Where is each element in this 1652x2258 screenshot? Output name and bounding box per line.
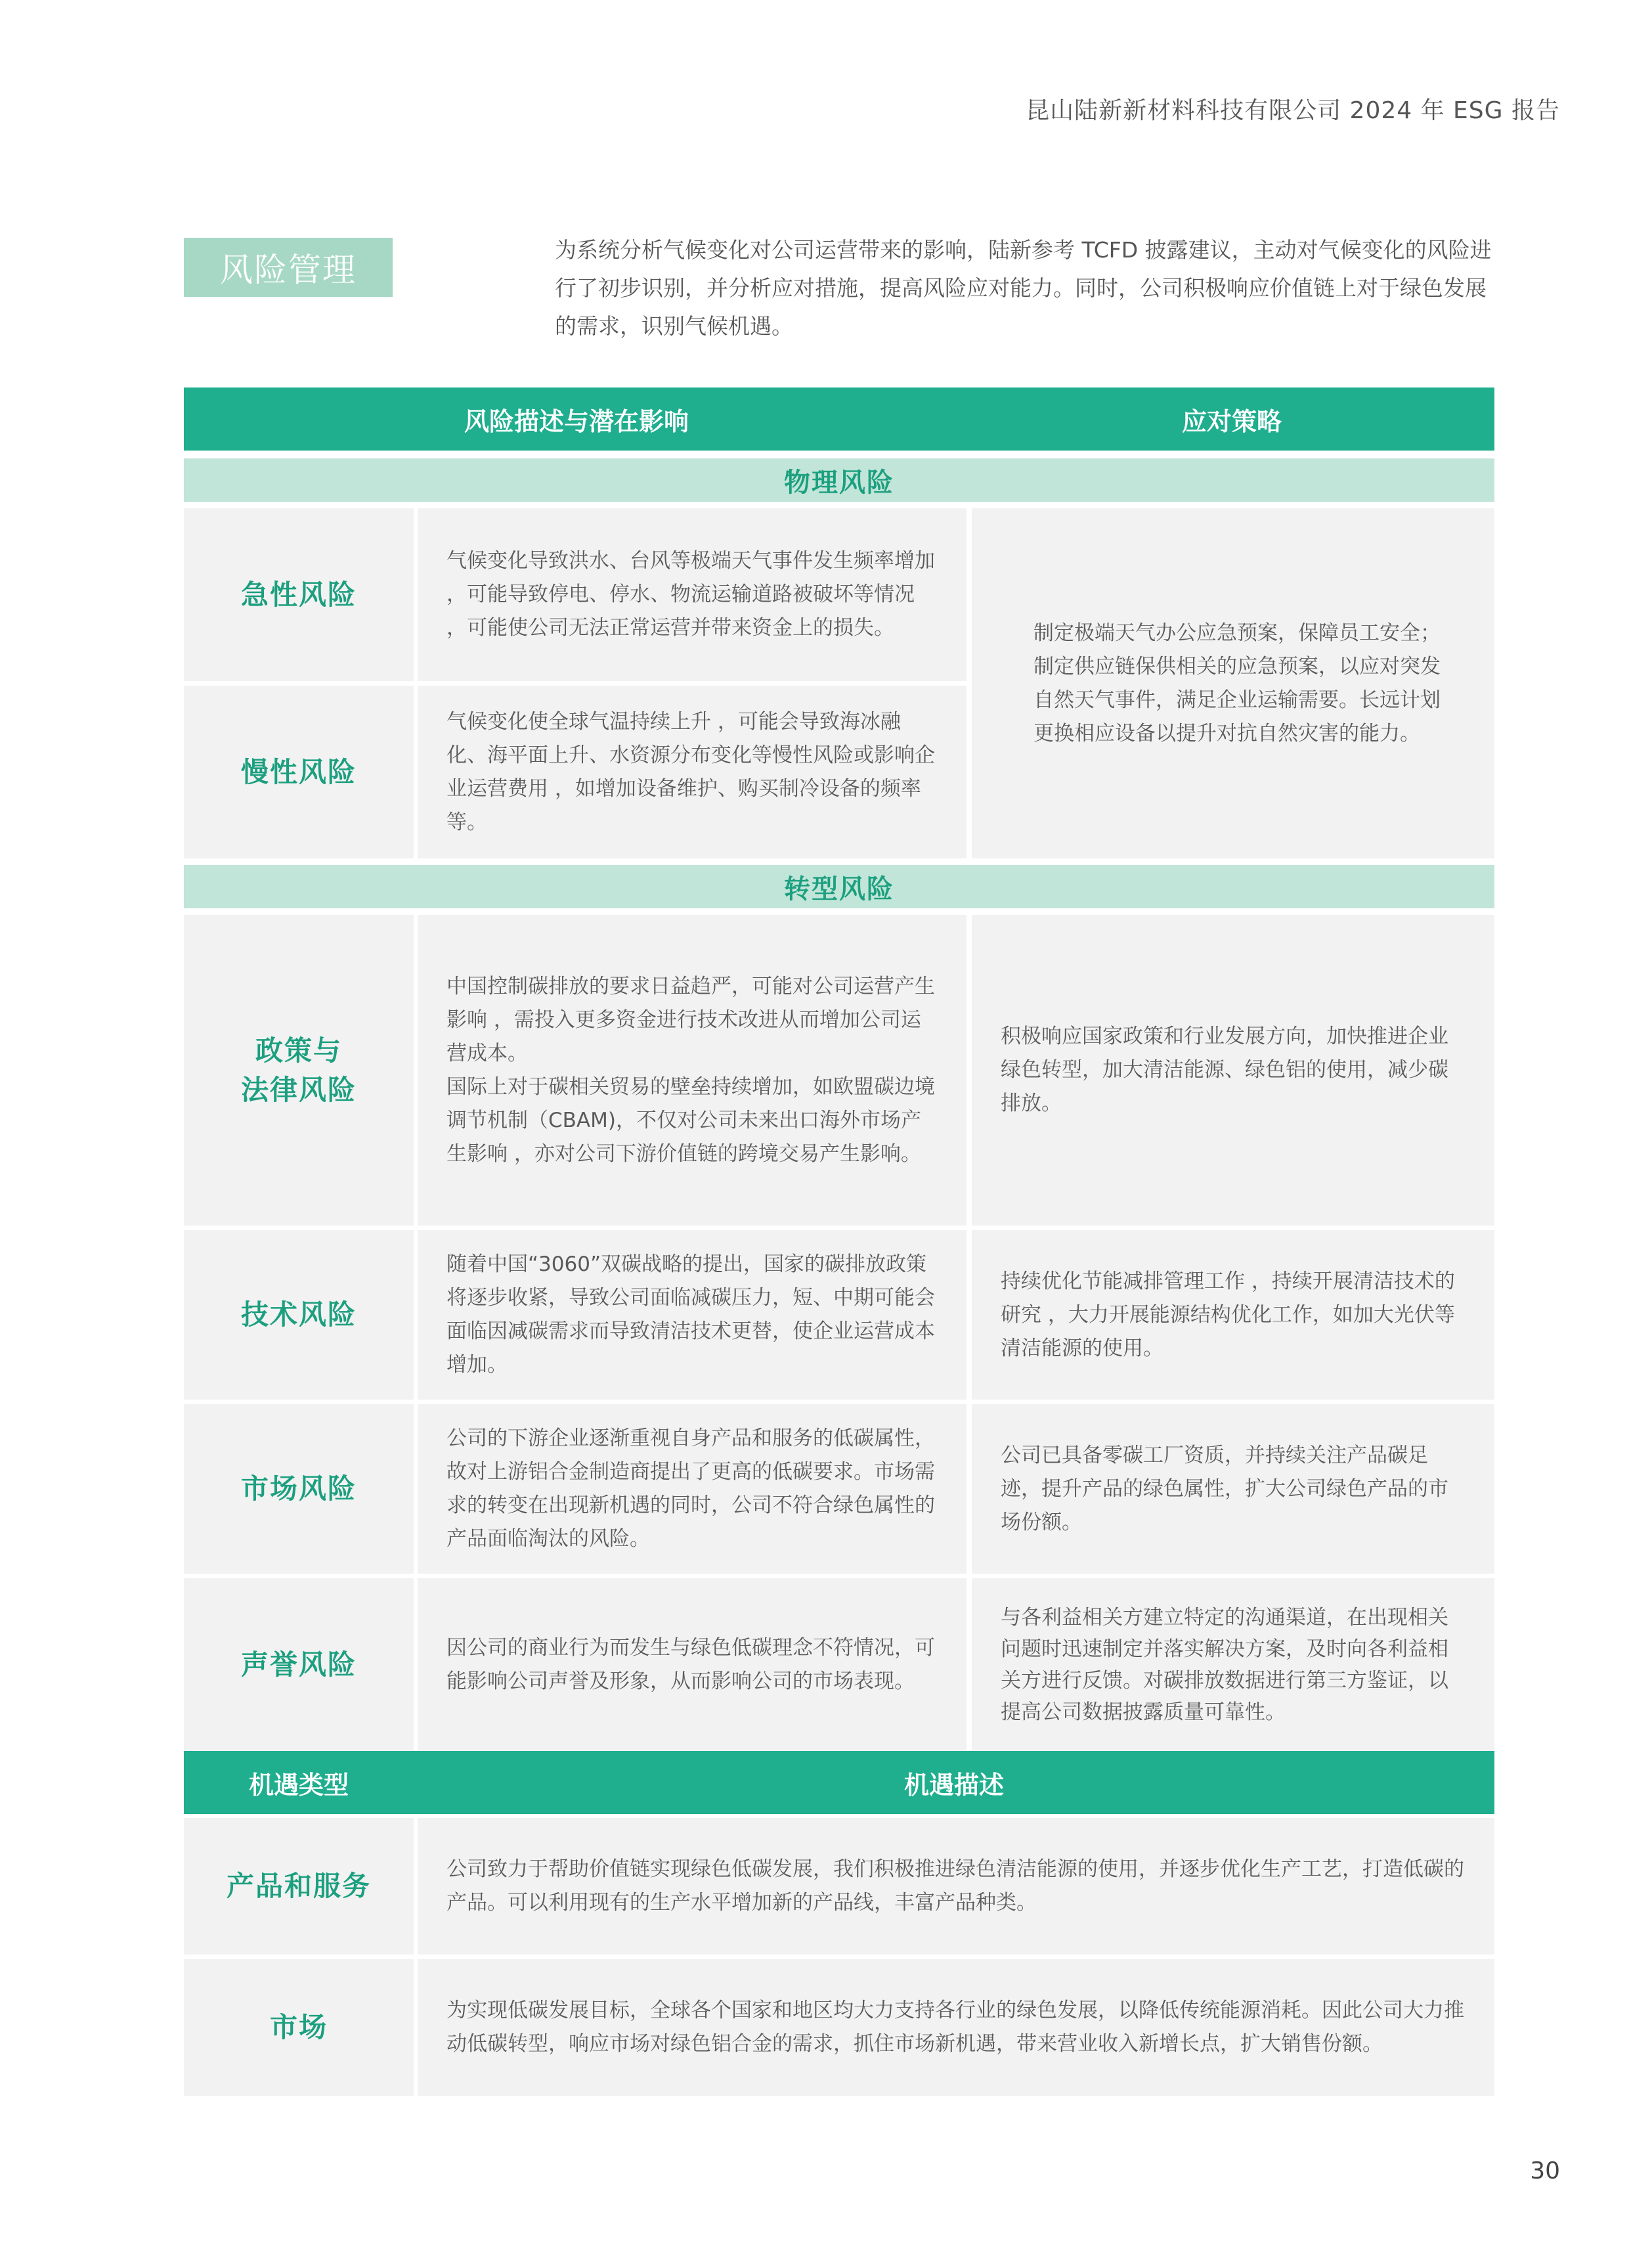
label-acute-risk: 急性风险 <box>184 508 414 681</box>
section-tag: 风险管理 <box>184 238 393 297</box>
chronic-risk-description <box>418 686 967 858</box>
market-opportunity-text: 为实现低碳发展目标，全球各个国家和地区均大力支持各行业的绿色发展，以降低传统能源消耗。因此公司大力推动低碳转型，响应市场对绿色铝合金的需求，抓住市场新机遇，带来营业收入新增长点，扩大销售份额。 <box>446 1999 1464 2056</box>
label-market-risk: 市场风险 <box>184 1404 414 1574</box>
label-chronic-risk: 慢性风险 <box>184 686 414 858</box>
technology-strategy-text: 持续优化节能减排管理工作 ，持续开展清洁技术的研究 ，大力开展能源结构优化工作，如加大光伏等清洁能源的使用。 <box>1001 1269 1455 1360</box>
acute-risk-text: 气候变化导致洪水、台风等极端天气事件发生频率增加 ，可能导致停电、停水、物流运输道路被破坏等情况 ，可能使公司无法正常运营并带来资金上的损失。 <box>446 549 935 640</box>
col-header-strategy: 应对策略 <box>969 387 1494 451</box>
label-products-services: 产品和服务 <box>184 1818 414 1955</box>
acute-risk-description <box>418 508 967 681</box>
policy-risk-description <box>418 915 967 1226</box>
market-description-text: 公司的下游企业逐渐重视自身产品和服务的低碳属性，故对上游铝合金制造商提出了更高的低碳要求。市场需求的转变在出现新机遇的同时，公司不符合绿色属性的产品面临淘汰的风险。 <box>446 1427 935 1551</box>
technology-description-text: 随着中国“3060”双碳战略的提出，国家的碳排放政策将逐步收紧，导致公司面临减碳压力，短、中期可能会面临因减碳需求而导致清洁技术更替，使企业运营成本增加。 <box>446 1252 935 1377</box>
label-policy-legal-risk <box>184 915 414 1226</box>
reputation-strategy-text: 与各利益相关方建立特定的沟通渠道，在出现相关问题时迅速制定并落实解决方案，及时向各利益相关方进行反馈。对碳排放数据进行第三方鉴证，以提高公司数据披露质量可靠性。 <box>1001 1605 1448 1724</box>
policy-description-1: 中国控制碳排放的要求日益趋严，可能对公司运营产生影响 ，需投入更多资金进行技术改进从而增加公司运营成本。 <box>446 974 935 1065</box>
physical-strategy-1: 制定极端天气办公应急预案，保障员工安全； <box>1033 621 1441 645</box>
col-header-description: 风险描述与潜在影响 <box>184 387 969 451</box>
policy-strategy-text: 积极响应国家政策和行业发展方向，加快推进企业绿色转型，加大清洁能源、绿色铝的使用，减少碳排放。 <box>1001 1025 1448 1115</box>
section-intro: 为系统分析气候变化对公司运营带来的影响，陆新参考 TCFD 披露建议，主动对气候变化的风险进行了初步识别，并分析应对措施，提高风险应对能力。同时，公司积极响应价值链上对于绿色发展的需求，识别气候机遇。 <box>555 237 1492 339</box>
market-opportunity-description <box>418 1959 1494 2096</box>
chronic-risk-text: 气候变化使全球气温持续上升 ，可能会导致海冰融化、海平面上升、水资源分布变化等慢性风险或影响企业运营费用 ，如增加设备维护、购买制冷设备的频率等。 <box>446 709 935 834</box>
technology-risk-strategy <box>972 1230 1494 1400</box>
policy-label-line1: 政策与 <box>255 1034 342 1067</box>
reputation-risk-strategy <box>972 1578 1494 1751</box>
label-technology-risk: 技术风险 <box>184 1230 414 1400</box>
band-transition-risk: 转型风险 <box>184 865 1494 908</box>
products-description-text: 公司致力于帮助价值链实现绿色低碳发展，我们积极推进绿色清洁能源的使用，并逐步优化生产工艺，打造低碳的产品。可以利用现有的生产水平增加新的产品线，丰富产品种类。 <box>446 1857 1464 1915</box>
policy-label-line2: 法律风险 <box>240 1073 357 1106</box>
products-services-description <box>418 1818 1494 1955</box>
label-market-opportunity: 市场 <box>184 1959 414 2096</box>
reputation-risk-description <box>418 1578 967 1751</box>
physical-risk-strategy <box>972 508 1494 858</box>
report-title: 昆山陆新新材料科技有限公司 2024 年 ESG 报告 <box>1026 97 1560 124</box>
col-header-opportunity-type: 机遇类型 <box>184 1751 414 1814</box>
label-reputation-risk: 声誉风险 <box>184 1578 414 1751</box>
technology-risk-description <box>418 1230 967 1400</box>
page-number: 30 <box>1530 2158 1560 2184</box>
reputation-description-text: 因公司的商业行为而发生与绿色低碳理念不符情况，可能影响公司声誉及形象，从而影响公司的市场表现。 <box>446 1635 935 1693</box>
market-strategy-text: 公司已具备零碳工厂资质，并持续关注产品碳足迹，提升产品的绿色属性，扩大公司绿色产品的市场份额。 <box>1001 1443 1448 1534</box>
market-risk-strategy <box>972 1404 1494 1574</box>
policy-description-2: 国际上对于碳相关贸易的壁垒持续增加，如欧盟碳边境调节机制（CBAM)，不仅对公司未来出口海外市场产生影响 ，亦对公司下游价值链的跨境交易产生影响。 <box>446 1074 935 1166</box>
market-risk-description <box>418 1404 967 1574</box>
physical-strategy-2: 制定供应链保供相关的应急预案，以应对突发自然天气事件，满足企业运输需要。长远计划更换相应设备以提升对抗自然灾害的能力。 <box>1033 654 1441 745</box>
band-physical-risk: 物理风险 <box>184 458 1494 502</box>
policy-risk-strategy <box>972 915 1494 1226</box>
col-header-opportunity-description: 机遇描述 <box>414 1751 1494 1814</box>
